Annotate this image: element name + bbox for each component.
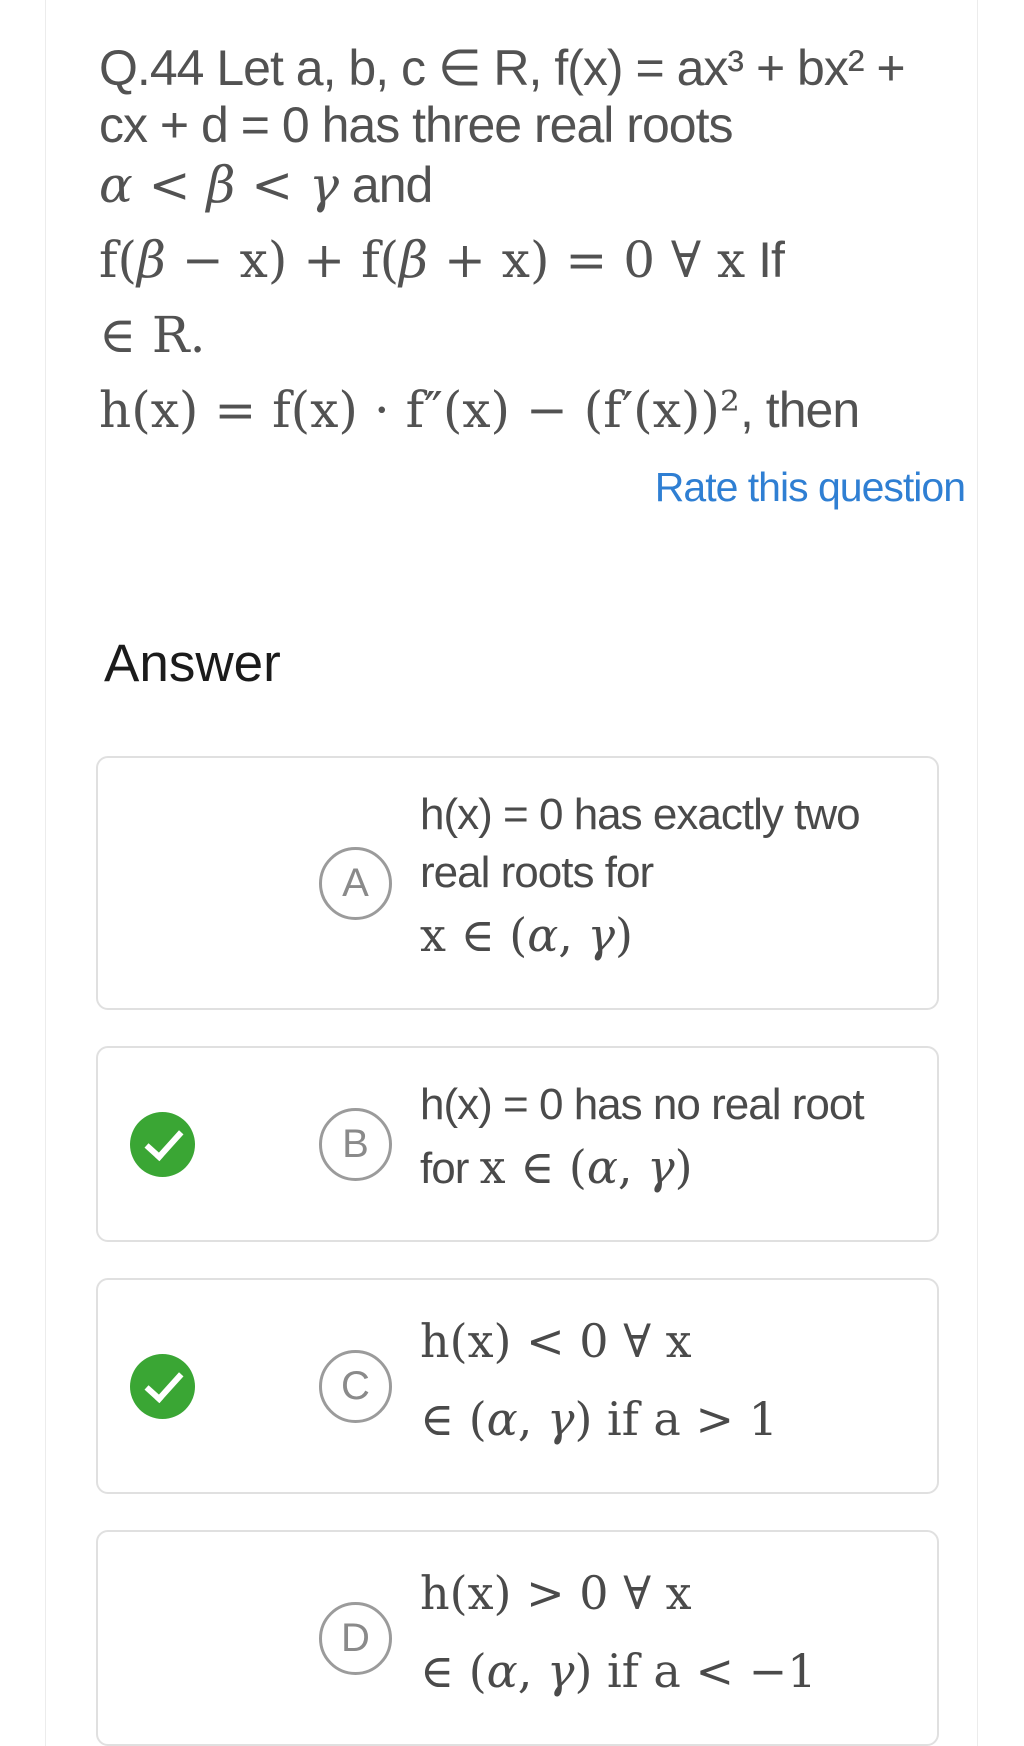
question-line (99, 40, 957, 97)
check-icon (130, 1354, 195, 1419)
text-segment: cx + d = 0 has three real roots (99, 97, 733, 153)
correct-indicator-slot (130, 851, 195, 916)
text-segment: h(x) < 0 ∀ x (420, 1314, 692, 1368)
option-text-line (420, 1638, 816, 1716)
rate-row (46, 454, 977, 511)
option-card-D[interactable] (96, 1530, 939, 1746)
text-segment: ∈ (α, γ) if a > 1 (420, 1392, 778, 1446)
option-letter-badge: B (319, 1108, 392, 1181)
text-segment: h(x) = 0 has no real root (420, 1080, 864, 1129)
correct-indicator-slot (130, 1354, 195, 1419)
option-card-A[interactable] (96, 756, 939, 1010)
answer-heading: Answer (104, 634, 281, 693)
text-segment: If (758, 232, 784, 288)
text-segment: h(x) > 0 ∀ x (420, 1566, 692, 1620)
text-segment: x ∈ (α, γ) (420, 908, 633, 962)
text-segment: for (420, 1144, 469, 1193)
question-line (99, 304, 957, 379)
rate-question-link[interactable]: Rate this question (654, 464, 965, 510)
option-text-line (420, 1076, 864, 1134)
question-line (99, 379, 957, 454)
option-text-line (420, 902, 860, 980)
text-segment: and (351, 157, 433, 213)
text-segment: x ∈ (α, γ) (479, 1140, 693, 1194)
correct-indicator-slot (130, 1112, 195, 1177)
text-segment: f(β − x) + f(β + x) = 0 ∀ x (99, 231, 746, 289)
option-text (420, 1560, 816, 1716)
option-text-line (420, 786, 860, 844)
content-column (45, 0, 978, 1746)
options-list (96, 756, 977, 1746)
option-text-line (420, 1560, 816, 1638)
text-segment: real roots for (420, 848, 654, 897)
option-letter-badge: D (319, 1602, 392, 1675)
text-segment: Q.44 Let a, b, c ∈ R, f(x) = ax³ + bx² + (99, 40, 905, 96)
option-letter-badge: C (319, 1350, 392, 1423)
text-segment: , then (739, 382, 860, 438)
correct-indicator-slot (130, 1606, 195, 1671)
option-text-line (420, 1386, 778, 1464)
text-segment: ∈ R. (99, 306, 206, 364)
question-line (99, 154, 957, 229)
question-text (46, 0, 977, 454)
question-line (99, 229, 957, 304)
option-text (420, 786, 860, 980)
option-letter-badge: A (319, 847, 392, 920)
text-segment: h(x) = 0 has exactly two (420, 790, 860, 839)
option-text-line (420, 1134, 864, 1212)
option-card-C[interactable] (96, 1278, 939, 1494)
option-text (420, 1076, 864, 1212)
question-line (99, 97, 957, 154)
option-text-line (420, 1308, 778, 1386)
option-text (420, 1308, 778, 1464)
option-text-line (420, 844, 860, 902)
check-icon (130, 1112, 195, 1177)
text-segment: ∈ (α, γ) if a < −1 (420, 1644, 817, 1698)
option-card-B[interactable] (96, 1046, 939, 1242)
check-mark-shape (145, 1362, 184, 1402)
check-mark-shape (145, 1120, 184, 1160)
text-segment: α < β < γ (99, 156, 339, 214)
text-segment: h(x) = f(x) · f″(x) − (f′(x))² (99, 381, 740, 439)
